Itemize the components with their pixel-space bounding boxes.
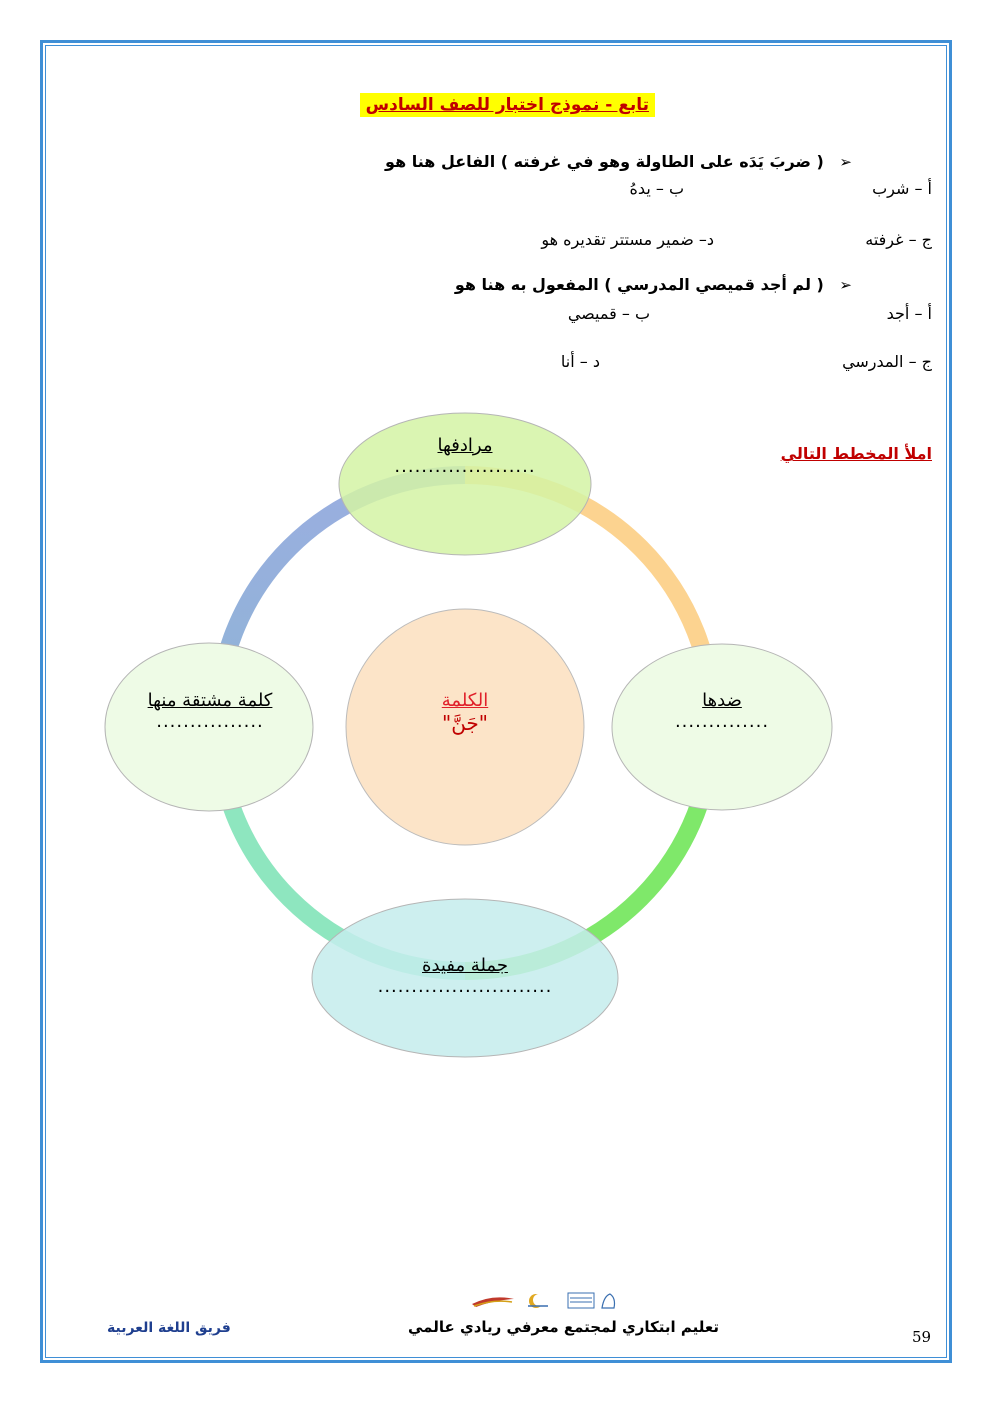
arrow-bullet-icon: ➢ <box>839 153 852 171</box>
left-node-blank: ................ <box>156 711 264 732</box>
top-node-blank: ..................... <box>394 456 536 477</box>
right-node-blank: .............. <box>674 711 770 732</box>
top-node <box>340 435 590 477</box>
q1-option-c: ج – غرفته <box>865 230 932 249</box>
left-node <box>105 690 315 732</box>
bottom-node-blank: .......................... <box>377 976 553 997</box>
hand-logo-icon <box>602 1294 615 1308</box>
left-node-label: كلمة مشتقة منها <box>147 690 273 711</box>
q2-option-c: ج – المدرسي <box>842 352 932 371</box>
q2-option-d: د – أنا <box>560 352 600 371</box>
center-node <box>360 690 570 735</box>
swoosh-logo-icon <box>472 1297 514 1307</box>
page-title: تابع - نموذج اختبار للصف السادس <box>360 93 655 117</box>
footer-slogan: تعليم ابتكاري لمجتمع معرفي ريادي عالمي <box>408 1318 719 1336</box>
q1-option-d: د– ضمير مستتر تقديره هو <box>541 230 714 249</box>
right-node <box>612 690 832 732</box>
bottom-node <box>312 955 618 997</box>
q2-option-b: ب – قميصي <box>567 304 650 323</box>
question-2-text: ( لم أجد قميصي المدرسي ) المفعول به هنا هو <box>454 275 824 294</box>
bottom-node-label: جملة مفيدة <box>422 955 508 976</box>
footer-team: فريق اللغة العربية <box>107 1320 231 1336</box>
crescent-logo-icon <box>528 1294 548 1308</box>
top-node-label: مرادفها <box>437 435 493 456</box>
exercise-instruction: املأ المخطط التالي <box>780 444 932 463</box>
center-node-word: "جَنَّ" <box>442 711 488 735</box>
unesco-logo-icon <box>568 1293 594 1308</box>
question-1-text: ( ضربَ يَدَه على الطاولة وهو في غرفته ) الفاعل هنا هو <box>385 152 824 171</box>
footer-logos <box>470 1290 620 1312</box>
q1-option-a: أ – شرب <box>872 179 932 198</box>
q2-option-a: أ – أجد <box>886 304 932 323</box>
arrow-bullet-icon: ➢ <box>839 276 852 294</box>
q1-option-b: ب – يدهُ <box>629 179 684 198</box>
right-node-label: ضدها <box>702 690 742 711</box>
center-node-label: الكلمة <box>441 690 489 711</box>
page-number: 59 <box>912 1328 932 1346</box>
